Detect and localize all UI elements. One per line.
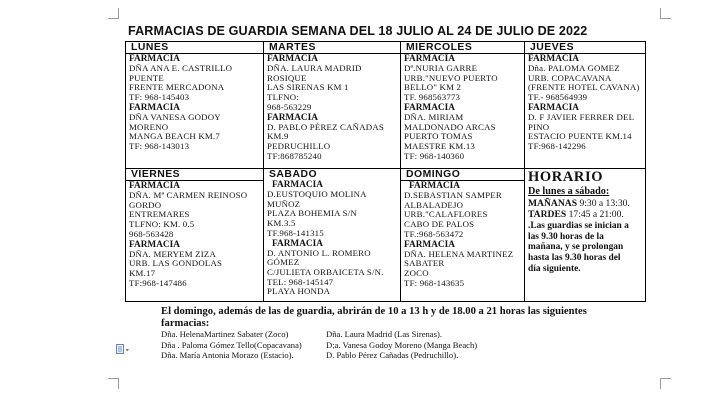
pharmacy-detail: DÑA. MERYEM ZIZA xyxy=(129,248,217,259)
tardes-time: 17:45 a 21:00. xyxy=(566,209,624,220)
pharmacy-detail: ALBALADEJO xyxy=(404,199,464,210)
pharmacy-detail: DÑA VANESA GODOY xyxy=(129,111,221,122)
day-heading-sabado: SABADO xyxy=(269,169,318,180)
pharmacy-heading: FARMACIA xyxy=(129,181,180,191)
sunday-list-row-2 xyxy=(161,340,666,351)
pharmacy-entries-sabado xyxy=(267,180,400,297)
schedule-row-weekdays xyxy=(126,42,646,169)
pharmacy-detail: DÑA. HELENA MARTINEZ xyxy=(404,248,514,259)
sunday-pharmacy-right: D;a. Vanesa Godoy Moreno (Manga Beach) xyxy=(326,339,478,350)
pharmacy-detail: FRENTE MERCADONA xyxy=(129,82,225,93)
document-title: FARMACIAS DE GUARDIA SEMANA DEL 18 JULIO AL 24 DE JULIO DE 2022 xyxy=(128,24,588,38)
pharmacy-detail: PEDRUCHILLO xyxy=(267,140,331,151)
day-heading-lunes: LUNES xyxy=(126,42,263,54)
horario-subtitle: De lunes a sábado: xyxy=(528,186,610,197)
pharmacy-entries-miercoles xyxy=(404,54,524,161)
pharmacy-detail: PUERTO TOMAS xyxy=(404,131,473,142)
pharmacy-heading: FARMACIA xyxy=(404,239,455,250)
pharmacy-detail: TF: 968-145403 xyxy=(129,92,190,103)
cell-jueves xyxy=(525,42,646,169)
pharmacy-detail: TF. 968563773 xyxy=(404,92,461,103)
pharmacy-detail: ROSIQUE xyxy=(267,72,307,83)
day-heading-viernes: VIERNES xyxy=(126,169,263,181)
pharmacy-heading: FARMACIA xyxy=(272,180,323,190)
pharmacy-heading: FARMACIA xyxy=(528,102,579,113)
pharmacy-detail: Dña. PALOMA GOMEZ xyxy=(528,63,620,73)
pharmacy-detail: PINO xyxy=(528,121,550,132)
sunday-notice-lead: El domingo, además de las de guardia, abrirán de 10 a 13 h y de 18.00 a 21 horas las siguientes xyxy=(161,306,587,317)
pharmacy-detail: PUENTE xyxy=(129,72,164,83)
horario-title: HORARIO xyxy=(528,169,604,185)
pharmacy-detail: TF: 968-140360 xyxy=(404,150,465,161)
pharmacy-entries-lunes xyxy=(129,54,263,152)
pharmacy-detail: MORENO xyxy=(129,121,169,132)
pharmacy-heading: FARMACIA xyxy=(129,239,180,250)
pharmacy-heading: FARMACIA xyxy=(267,112,318,123)
pharmacy-detail: D.SEBASTIAN SAMPER xyxy=(404,190,502,200)
day-heading-domingo: DOMINGO xyxy=(401,169,524,181)
horario-tardes xyxy=(528,209,645,220)
crop-mark-bottom-left xyxy=(108,378,119,389)
pharmacy-detail: TF.- 968564939 xyxy=(528,92,588,103)
crop-mark-top-right xyxy=(660,8,671,19)
pharmacy-heading: FARMACIA xyxy=(129,54,180,64)
pharmacy-detail: C/JULIETA ORBAICETA S/N. xyxy=(267,266,384,277)
horario-note-line: .Las guardias se inician a xyxy=(528,221,629,231)
horario-note-line: día siguiente. xyxy=(528,263,581,274)
pharmacy-detail: DÑA. Mª CARMEN REINOSO xyxy=(129,190,248,200)
pharmacy-detail: DÑA. LAURA MADRID xyxy=(267,63,362,73)
sunday-list-row-1 xyxy=(161,329,666,340)
pharmacy-detail: TLFNO: xyxy=(267,92,299,103)
crop-mark-top-left xyxy=(108,8,119,19)
tardes-label: TARDES xyxy=(528,209,567,220)
pharmacy-detail: URB. LAS GONDOLAS xyxy=(129,258,223,269)
pharmacy-detail: 968-563428 xyxy=(129,228,174,239)
cell-viernes xyxy=(126,169,264,302)
pharmacy-detail: MANGA BEACH KM.7 xyxy=(129,131,220,142)
pharmacy-heading: FARMACIA xyxy=(409,181,460,191)
cell-horario xyxy=(525,169,646,302)
day-heading-miercoles: MIERCOLES xyxy=(401,42,524,54)
pharmacy-detail: ZOCO xyxy=(404,267,429,278)
sunday-notice-lead-cont: farmacias: xyxy=(161,317,210,329)
sunday-list-row-3 xyxy=(161,350,666,361)
pharmacy-detail: URB."CALAFLORES xyxy=(404,209,488,220)
pharmacy-heading: FARMACIA xyxy=(267,54,318,64)
pharmacy-detail: KM.9 xyxy=(267,131,289,142)
pharmacy-heading: FARMACIA xyxy=(129,102,180,113)
pharmacy-detail: TF:868785240 xyxy=(267,150,322,161)
pharmacy-detail: ENTREMARES xyxy=(129,209,190,220)
pharmacy-detail: TF.968-141315 xyxy=(267,227,324,238)
sunday-pharmacy-left: Dña . Paloma Gómez Tello(Copacavana) xyxy=(161,339,302,350)
horario-note-line: hasta las 9.30 horas del xyxy=(528,253,621,264)
pharmacy-detail: D. F JAVIER FERRER DEL xyxy=(528,111,635,122)
sunday-pharmacy-right: Dña. Laura Madrid (Las Sirenas). xyxy=(326,329,442,339)
schedule-table xyxy=(125,41,646,302)
schedule-row-weekend xyxy=(126,169,646,302)
pharmacy-detail: URB."NUEVO PUERTO xyxy=(404,72,498,83)
pharmacy-entries-domingo xyxy=(404,181,524,288)
pharmacy-detail: MALDONADO ARCAS xyxy=(404,121,496,132)
pharmacy-entries-jueves xyxy=(528,54,645,152)
day-heading-martes: MARTES xyxy=(264,42,400,54)
pharmacy-detail: ESTACIO PUENTE KM.14 xyxy=(528,131,632,142)
pharmacy-detail: KM.17 xyxy=(129,267,156,278)
pharmacy-detail: TEL: 968-145147 xyxy=(267,276,334,287)
sunday-pharmacy-left: Dña. María Antonia Morazo (Estacio). xyxy=(161,350,294,360)
pharmacy-heading: FARMACIA xyxy=(528,54,579,64)
pharmacy-detail: CABO DE PALOS xyxy=(404,219,475,230)
horario-note-line: las 9.30 horas de la xyxy=(528,231,604,242)
pharmacy-detail: SABATER xyxy=(404,258,445,269)
pharmacy-detail: PLAYA HONDA xyxy=(267,286,331,297)
pharmacy-detail: TLFNO: KM. 0.5 xyxy=(129,219,195,230)
pharmacy-entries-martes xyxy=(267,54,400,161)
pharmacy-detail: TF:968-142296 xyxy=(528,140,586,151)
pharmacy-detail: URB. COPACAVANA xyxy=(528,72,612,83)
pharmacy-detail: (FRENTE HOTEL CAVANA) xyxy=(528,82,640,93)
pharmacy-detail: D.EUSTOQUIO MOLINA xyxy=(267,189,367,199)
sunday-pharmacy-left: Dña. HelenaMartinez Sabater (Zoco) xyxy=(161,329,289,339)
pharmacy-detail: 968-563229 xyxy=(267,101,312,112)
pharmacy-detail: LAS SIRENAS KM 1 xyxy=(267,82,349,93)
pharmacy-detail: Dª.NURIA GARRE xyxy=(404,63,478,73)
pharmacy-detail: TF:968-147486 xyxy=(129,277,187,288)
cell-miercoles xyxy=(401,42,525,169)
pharmacy-detail: GORDO xyxy=(129,199,162,210)
crop-mark-bottom-right xyxy=(660,378,671,389)
pharmacy-detail: GÓMEZ xyxy=(267,257,300,268)
document-options-icon[interactable] xyxy=(116,344,130,356)
horario-note-line: mañana, y se prolongan xyxy=(528,242,624,253)
pharmacy-detail: D. ANTONIO L. ROMERO xyxy=(267,247,371,258)
pharmacy-detail: BELLO" KM 2 xyxy=(404,82,462,93)
pharmacy-detail: DÑA ANA E. CASTRILLO xyxy=(129,63,233,73)
sunday-notice xyxy=(161,306,666,361)
pharmacy-detail: KM.3.5 xyxy=(267,218,296,229)
cell-lunes xyxy=(126,42,264,169)
mananas-label: MAÑANAS xyxy=(528,198,578,209)
pharmacy-detail: TF: 968-143013 xyxy=(129,140,190,151)
sunday-pharmacy-right: D. Pablo Pérez Cañadas (Pedruchillo). xyxy=(326,350,459,360)
cell-domingo xyxy=(401,169,525,302)
day-heading-jueves: JUEVES xyxy=(525,42,645,54)
mananas-time: 9:30 a 13:30. xyxy=(577,198,630,209)
pharmacy-detail: TF: 968-143635 xyxy=(404,277,465,288)
horario-mananas xyxy=(528,198,645,209)
pharmacy-detail: TF.:968-563472 xyxy=(404,228,464,239)
pharmacy-heading: FARMACIA xyxy=(404,54,455,64)
cell-martes xyxy=(264,42,401,169)
pharmacy-detail: MUÑOZ xyxy=(267,198,301,209)
pharmacy-entries-viernes xyxy=(129,181,263,288)
pharmacy-heading: FARMACIA xyxy=(272,238,323,249)
pharmacy-heading: FARMACIA xyxy=(404,102,455,113)
pharmacy-detail: DÑA. MIRIAM xyxy=(404,111,464,122)
pharmacy-detail: PLAZA BOHEMIA S/N xyxy=(267,208,357,219)
horario-note xyxy=(528,221,645,275)
pharmacy-detail: MAESTRE KM.13 xyxy=(404,140,476,151)
pharmacy-detail: D. PABLO PÉREZ CAÑADAS xyxy=(267,121,384,132)
cell-sabado xyxy=(264,169,401,302)
